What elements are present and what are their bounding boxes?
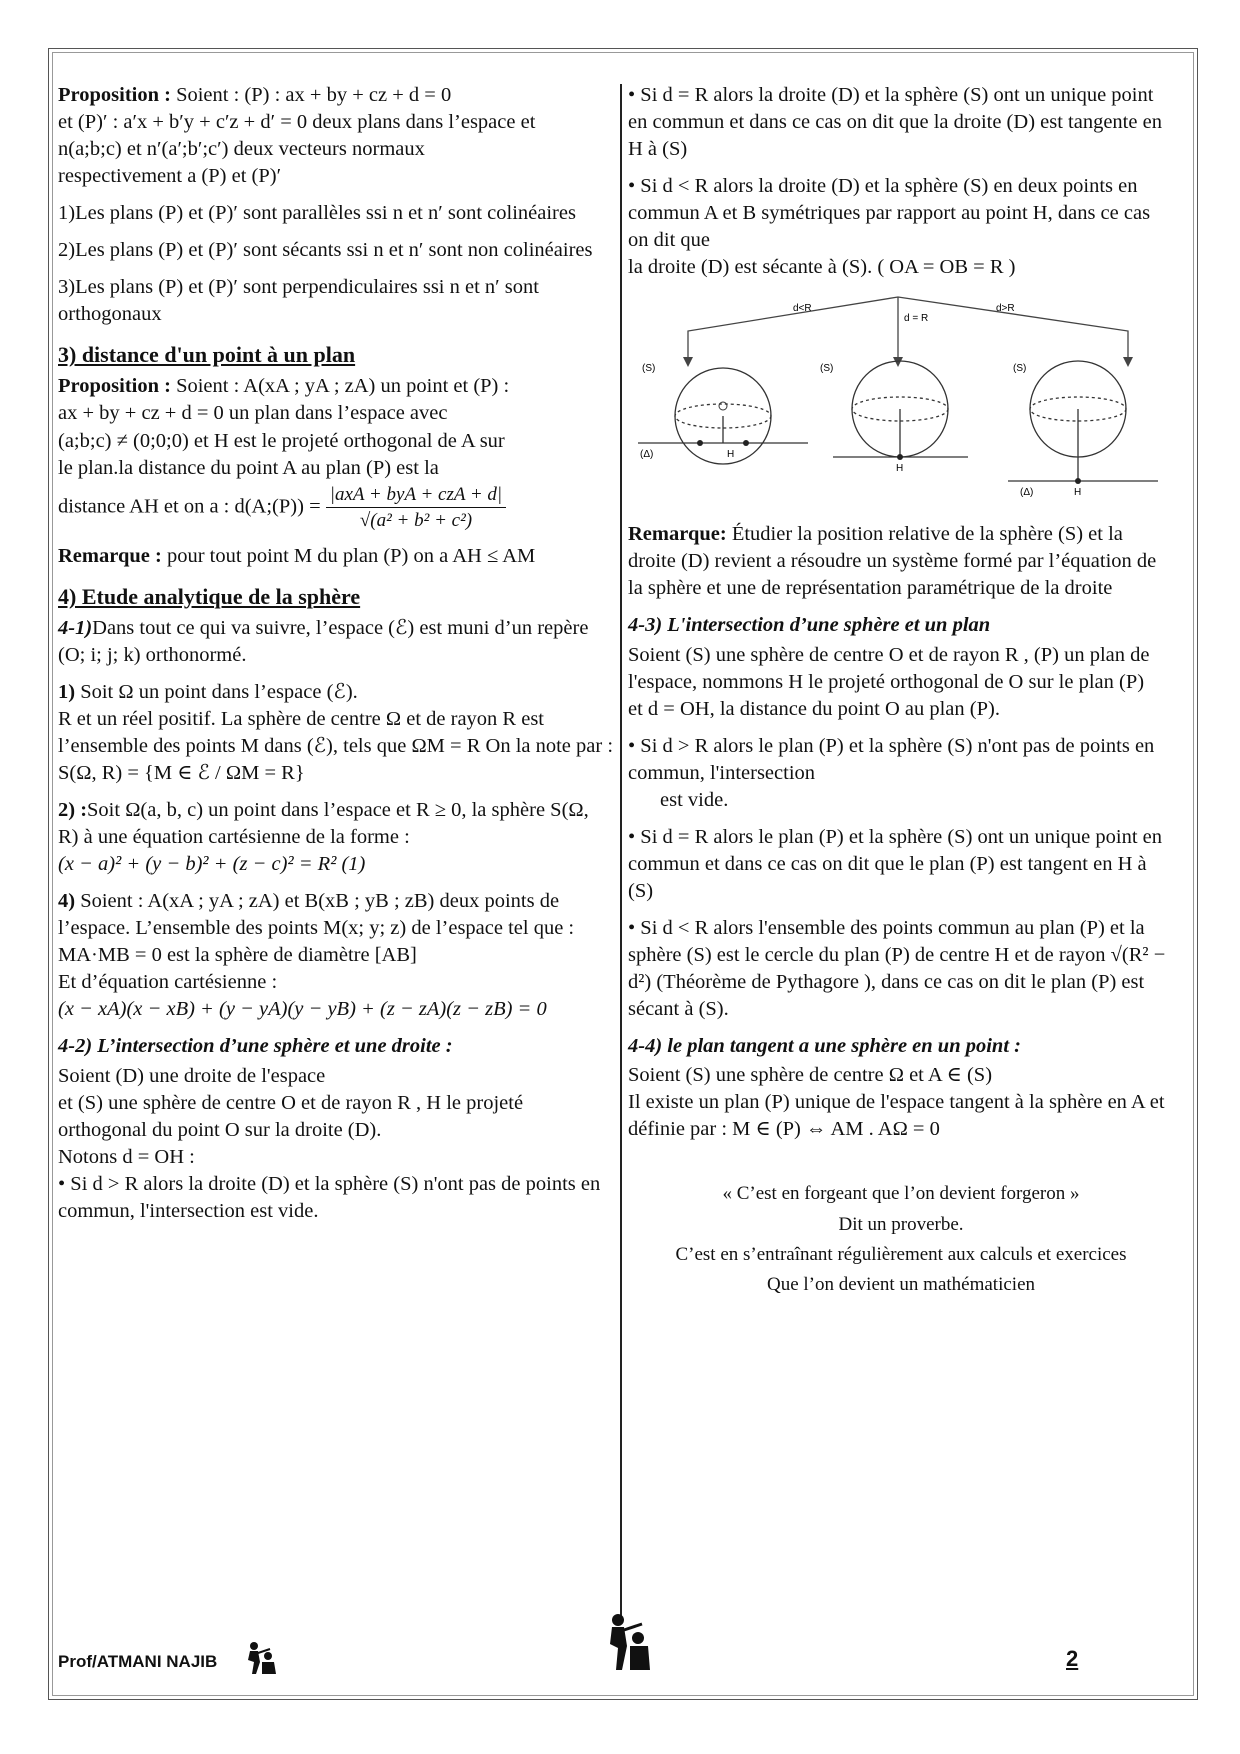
label-d-equal-r: d = R	[904, 313, 929, 325]
def4-line2: Et d’équation cartésienne :	[58, 971, 278, 994]
proposition-label: Proposition :	[58, 375, 171, 398]
s44-line1: Soient (S) une sphère de centre Ω et A ∈ (S)	[628, 1064, 993, 1087]
plane-secant-case: • Si d < R alors l'ensemble des points commun au plan (P) et la sphère (S) est le cercle du plan (P) de centre H et de rayon √(R² − d²) (Théorème de Pythagore ), dans ce cas on dit le plan (P) est sécant à (S).	[628, 916, 1166, 1021]
line-tangent-case: • Si d = R alors la droite (D) et la sphère (S) ont un unique point en commun et dans ce cas on dit que la droite (D) est tangente en H à (S)	[628, 84, 1162, 161]
s44-line2: Il existe un plan (P) unique de l'espace tangent à la sphère en A et définie par : M ∈ (P) ⇔ AM . AΩ = 0	[628, 1091, 1165, 1141]
label-h: H	[1074, 487, 1082, 499]
proposition-planes	[58, 82, 614, 190]
plane-tangent-case: • Si d = R alors le plan (P) et la sphère (S) ont un unique point en commun et dans ce cas on dit que le plan (P) est tangent en H à (S)	[628, 825, 1163, 902]
planes-perpendicular: 3)Les plans (P) et (P)′ sont perpendiculaires ssi n et n′ sont orthogonaux	[58, 276, 539, 326]
def2-equation: (x − a)² + (y − b)² + (z − c)² = R² (1)	[58, 853, 366, 876]
planes-parallel: 1)Les plans (P) et (P)′ sont parallèles ssi n et n′ sont colinéaires	[58, 202, 576, 225]
quote-line1: « C’est en forgeant que l’on devient forgeron »	[722, 1183, 1080, 1205]
subsection-text: Dans tout ce qui va suivre, l’espace (ℰ) est muni d’un repère (O; i; j; k) orthonormé.	[58, 616, 589, 666]
label-sphere: (S)	[1013, 363, 1027, 375]
right-column	[628, 82, 1174, 1301]
subsection-4-2-title: 4-2) L’intersection d’une sphère et une droite :	[58, 1035, 453, 1058]
label-sphere: (S)	[820, 363, 834, 375]
sphere-line-diagram	[628, 291, 1174, 511]
def-label: 1)	[58, 680, 76, 703]
plane-disjoint-case	[628, 733, 1174, 814]
remark-text: pour tout point M du plan (P) on a AH ≤ AM	[166, 544, 536, 567]
teacher-silhouette-icon	[604, 1612, 652, 1672]
point-b	[743, 440, 749, 446]
def1-line1: Soit Ω un point dans l’espace (ℰ).	[80, 680, 358, 703]
s42-bullet1: • Si d > R alors la droite (D) et la sphère (S) n'ont pas de points en commun, l'intersection est vide.	[58, 1172, 601, 1222]
def-label: 2) :	[58, 799, 88, 822]
arrow-down-icon	[683, 357, 693, 367]
label-d-greater-r: d>R	[996, 303, 1015, 315]
formula-numerator: |axA + byA + czA + d|	[326, 482, 506, 508]
remark-position	[628, 521, 1174, 602]
prop1-line3: n(a;b;c) et n′(a′;b′;c′) deux vecteurs normaux	[58, 138, 425, 161]
planes-secant: 2)Les plans (P) et (P)′ sont sécants ssi n et n′ sont non colinéaires	[58, 239, 593, 262]
subsection-4-3	[628, 642, 1174, 723]
sphere-tangent	[833, 361, 968, 457]
def2-line1: Soit Ω(a, b, c) un point dans l’espace et R ≥ 0, la sphère S(Ω, R) à une équation cartésienne de la forme :	[58, 799, 589, 849]
sphere-equation	[58, 797, 614, 878]
quote-line4: Que l’on devient un mathématicien	[766, 1274, 1036, 1296]
def4-line1: Soient : A(xA ; yA ; zA) et B(xB ; yB ; zB) deux points de l’espace. L’ensemble des points M(x; y; z) de l’espace tel que : MA·MB = 0 est la sphère de diamètre [AB]	[58, 890, 575, 967]
label-d-less-r: d<R	[793, 303, 812, 315]
prop2-line4: le plan.la distance du point A au plan (P) est la	[58, 456, 439, 479]
label-delta: (Δ)	[640, 449, 654, 461]
s43-line2: et d = OH, la distance du point O au plan (P).	[628, 697, 1000, 720]
subsection-4-1	[58, 615, 614, 669]
prop2-line2: ax + by + cz + d = 0 un plan dans l’espace avec	[58, 402, 448, 425]
s42-line2: et (S) une sphère de centre O et de rayon R , H le projeté orthogonal du point O sur la droite (D).	[58, 1091, 524, 1141]
prop1-line4: respectivement a (P) et (P)′	[58, 165, 282, 188]
label-h: H	[896, 463, 904, 475]
prop1-line2: et (P)′ : a′x + b′y + c′z + d′ = 0 deux plans dans l’espace et	[58, 111, 536, 134]
proverb-quote	[628, 1179, 1174, 1301]
s42-line3: Notons d = OH :	[58, 1145, 195, 1168]
author-name: Prof/ATMANI NAJIB	[58, 1652, 218, 1671]
prop2-line3: (a;b;c) ≠ (0;0;0) et H est le projeté orthogonal de A sur	[58, 429, 505, 452]
quote-line2: Dit un proverbe.	[838, 1213, 964, 1235]
section-3-title: 3) distance d'un point à un plan	[58, 342, 356, 368]
proposition-distance	[58, 373, 614, 532]
remark-text: Étudier la position relative de la sphère (S) et la droite (D) revient a résoudre un système formé par l’équation de la sphère et une de représentation paramétrique de la droite	[628, 523, 1157, 600]
label-delta: (Δ)	[1020, 487, 1034, 499]
point-a	[697, 440, 703, 446]
subsection-4-3-title: 4-3) L'intersection d’une sphère et un plan	[628, 614, 991, 637]
point-h	[897, 454, 903, 460]
teacher-silhouette-icon	[244, 1640, 278, 1676]
arrow-down-icon	[1123, 357, 1133, 367]
center-o	[719, 402, 727, 410]
def-label: 4)	[58, 890, 76, 913]
secant-line1: • Si d < R alors la droite (D) et la sphère (S) en deux points en commun A et B symétriques par rapport au point H, dans ce cas on dit que	[628, 175, 1151, 252]
proposition-label: Proposition :	[58, 84, 171, 106]
label-sphere: (S)	[642, 363, 656, 375]
quote-line3: C’est en s’entraînant régulièrement aux calculs et exercices	[675, 1244, 1127, 1266]
sphere-secant	[638, 368, 808, 464]
secant-line2: la droite (D) est sécante à (S). ( OA = OB = R )	[628, 256, 1016, 279]
remark-label: Remarque :	[58, 544, 162, 567]
section-4-title: 4) Etude analytique de la sphère	[58, 583, 361, 609]
page-number: 2	[1066, 1646, 1079, 1671]
subsection-4-4-title: 4-4) le plan tangent a une sphère en un point :	[628, 1035, 1021, 1058]
s42-line1: Soient (D) une droite de l'espace	[58, 1064, 326, 1087]
prop2-line5: distance AH et on a : d(A;(P)) =	[58, 494, 321, 517]
remark-label: Remarque:	[628, 523, 727, 546]
s43-line1: Soient (S) une sphère de centre O et de rayon R , (P) un plan de l'espace, nommons H le projeté orthogonal de O sur le plan (P)	[628, 643, 1150, 693]
s43-bullet1: • Si d > R alors le plan (P) et la sphère (S) n'ont pas de points en commun, l'intersection	[628, 734, 1155, 784]
label-h: H	[727, 449, 735, 461]
distance-formula	[326, 482, 506, 533]
prop1-line1: Soient : (P) : ax + by + cz + d = 0	[176, 84, 452, 106]
point-h	[1075, 478, 1081, 484]
diagram-branch-lines	[688, 297, 1128, 359]
left-column	[58, 82, 614, 1235]
s43-bullet1-end: est vide.	[660, 788, 729, 811]
sphere-disjoint	[1008, 361, 1158, 481]
formula-denominator: √(a² + b² + c²)	[359, 509, 473, 531]
def1-line2: R et un réel positif. La sphère de centre Ω et de rayon R est l’ensemble des points M dans (ℰ), tels que ΩM = R On la note par : S(Ω, R) = {M ∈ ℰ / ΩM = R}	[58, 707, 614, 785]
column-divider	[620, 84, 622, 1616]
def4-equation: (x − xA)(x − xB) + (y − yA)(y − yB) + (z − zA)(z − zB) = 0	[58, 998, 547, 1021]
subsection-4-4	[628, 1062, 1174, 1143]
subsection-label: 4-1)	[58, 616, 93, 639]
remark-distance	[58, 543, 614, 570]
arrow-down-icon	[893, 357, 903, 367]
sphere-definition	[58, 679, 614, 787]
prop2-line1: Soient : A(xA ; yA ; zA) un point et (P) :	[176, 375, 510, 398]
line-secant-case	[628, 173, 1174, 281]
sphere-diameter	[58, 888, 614, 1023]
subsection-4-2	[58, 1063, 614, 1225]
